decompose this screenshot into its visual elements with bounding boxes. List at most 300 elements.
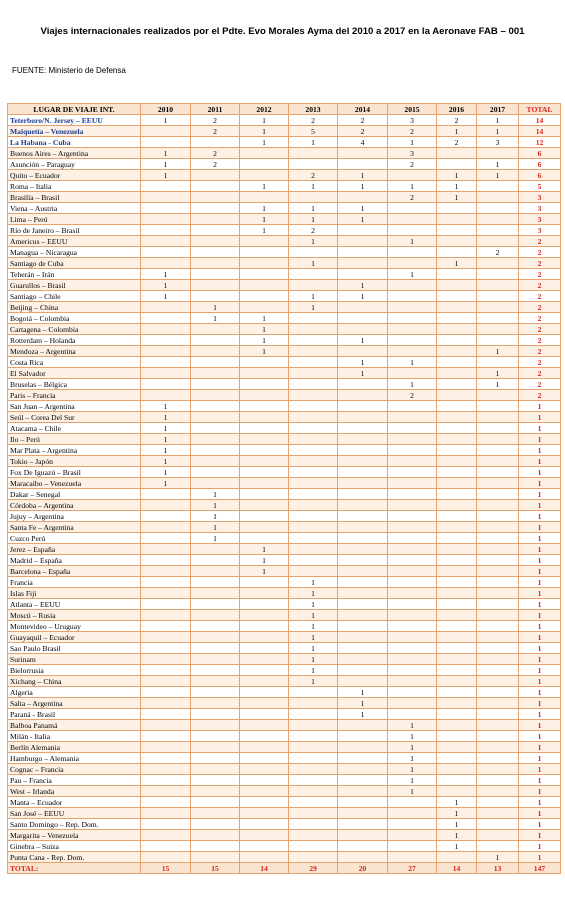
year-count-cell: 1	[141, 269, 191, 280]
year-count-cell	[141, 214, 191, 225]
totals-cell: 29	[289, 863, 338, 874]
year-count-cell	[477, 434, 519, 445]
year-count-cell	[191, 555, 240, 566]
year-count-cell: 2	[388, 126, 437, 137]
year-count-cell: 1	[289, 291, 338, 302]
row-total-cell: 1	[519, 456, 561, 467]
year-count-cell	[437, 390, 477, 401]
year-count-cell	[289, 148, 338, 159]
year-count-cell	[141, 753, 191, 764]
year-count-cell	[141, 346, 191, 357]
year-count-cell	[437, 489, 477, 500]
year-count-cell	[141, 654, 191, 665]
row-total-cell: 1	[519, 797, 561, 808]
year-count-cell	[240, 533, 289, 544]
year-count-cell	[338, 467, 388, 478]
year-count-cell	[141, 500, 191, 511]
destination-cell: Montevideo – Uruguay	[8, 621, 141, 632]
year-count-cell	[338, 731, 388, 742]
year-count-cell	[240, 775, 289, 786]
year-count-cell	[191, 841, 240, 852]
table-row	[8, 467, 561, 478]
totals-cell: 15	[141, 863, 191, 874]
year-count-cell	[388, 445, 437, 456]
row-total-cell: 1	[519, 588, 561, 599]
year-count-cell	[477, 280, 519, 291]
year-count-cell	[240, 643, 289, 654]
year-count-cell	[289, 687, 338, 698]
year-count-cell	[141, 599, 191, 610]
row-total-cell: 2	[519, 368, 561, 379]
year-count-cell	[437, 698, 477, 709]
year-count-cell	[477, 731, 519, 742]
year-count-cell: 2	[338, 126, 388, 137]
year-count-cell	[240, 522, 289, 533]
year-count-cell: 1	[338, 368, 388, 379]
table-row	[8, 390, 561, 401]
year-count-cell	[437, 643, 477, 654]
table-row	[8, 126, 561, 137]
year-count-cell	[191, 170, 240, 181]
row-total-cell: 1	[519, 434, 561, 445]
year-count-cell	[338, 830, 388, 841]
year-count-cell: 1	[388, 236, 437, 247]
row-total-cell: 1	[519, 533, 561, 544]
year-count-cell	[240, 687, 289, 698]
row-total-cell: 1	[519, 566, 561, 577]
table-row	[8, 445, 561, 456]
year-count-cell: 1	[240, 324, 289, 335]
year-count-cell	[477, 456, 519, 467]
row-total-cell: 1	[519, 478, 561, 489]
year-count-cell	[338, 148, 388, 159]
year-count-cell: 1	[141, 412, 191, 423]
year-count-cell: 1	[191, 302, 240, 313]
totals-cell: 147	[519, 863, 561, 874]
row-total-cell: 1	[519, 467, 561, 478]
table-row	[8, 632, 561, 643]
year-count-cell	[437, 775, 477, 786]
year-count-cell: 2	[191, 126, 240, 137]
year-count-cell: 2	[191, 148, 240, 159]
year-count-cell	[437, 709, 477, 720]
destination-cell: Surinam	[8, 654, 141, 665]
table-row	[8, 357, 561, 368]
year-count-cell	[289, 412, 338, 423]
year-count-cell: 2	[388, 390, 437, 401]
table-row	[8, 764, 561, 775]
year-count-cell	[338, 786, 388, 797]
column-header-year: 2010	[141, 104, 191, 115]
year-count-cell	[477, 192, 519, 203]
year-count-cell	[477, 269, 519, 280]
year-count-cell	[388, 423, 437, 434]
year-count-cell	[388, 522, 437, 533]
year-count-cell	[388, 841, 437, 852]
destination-cell: Quito – Ecuador	[8, 170, 141, 181]
destination-cell: Algeria	[8, 687, 141, 698]
year-count-cell: 1	[437, 170, 477, 181]
column-header-year: 2013	[289, 104, 338, 115]
year-count-cell: 1	[141, 423, 191, 434]
year-count-cell	[338, 643, 388, 654]
row-total-cell: 2	[519, 313, 561, 324]
year-count-cell	[338, 764, 388, 775]
row-total-cell: 1	[519, 445, 561, 456]
year-count-cell: 1	[141, 115, 191, 126]
year-count-cell	[240, 841, 289, 852]
year-count-cell: 1	[141, 434, 191, 445]
year-count-cell	[477, 841, 519, 852]
table-row	[8, 522, 561, 533]
year-count-cell: 1	[141, 280, 191, 291]
year-count-cell	[437, 731, 477, 742]
year-count-cell	[191, 291, 240, 302]
year-count-cell	[191, 687, 240, 698]
year-count-cell	[477, 676, 519, 687]
year-count-cell	[437, 357, 477, 368]
destination-cell: Sao Paulo Brasil	[8, 643, 141, 654]
year-count-cell	[477, 599, 519, 610]
year-count-cell	[388, 214, 437, 225]
year-count-cell	[289, 192, 338, 203]
row-total-cell: 3	[519, 214, 561, 225]
year-count-cell	[289, 357, 338, 368]
year-count-cell: 1	[240, 126, 289, 137]
year-count-cell	[338, 533, 388, 544]
year-count-cell	[477, 819, 519, 830]
year-count-cell: 1	[289, 621, 338, 632]
destination-cell: San Juan – Argentina	[8, 401, 141, 412]
year-count-cell	[388, 555, 437, 566]
year-count-cell	[437, 214, 477, 225]
year-count-cell	[289, 247, 338, 258]
year-count-cell	[191, 346, 240, 357]
year-count-cell	[289, 269, 338, 280]
year-count-cell	[191, 478, 240, 489]
table-row	[8, 159, 561, 170]
year-count-cell	[477, 786, 519, 797]
year-count-cell	[338, 632, 388, 643]
table-row	[8, 808, 561, 819]
row-total-cell: 1	[519, 775, 561, 786]
table-row	[8, 533, 561, 544]
year-count-cell	[477, 720, 519, 731]
year-count-cell	[388, 698, 437, 709]
row-total-cell: 1	[519, 852, 561, 863]
year-count-cell: 1	[141, 148, 191, 159]
year-count-cell	[388, 434, 437, 445]
year-count-cell	[437, 500, 477, 511]
year-count-cell	[191, 764, 240, 775]
table-row	[8, 302, 561, 313]
row-total-cell: 2	[519, 291, 561, 302]
year-count-cell	[477, 214, 519, 225]
destination-cell: Guayaquil – Ecuador	[8, 632, 141, 643]
destination-cell: Lima – Perú	[8, 214, 141, 225]
destination-cell: Teherán – Irán	[8, 269, 141, 280]
year-count-cell: 1	[141, 170, 191, 181]
table-row	[8, 489, 561, 500]
table-row	[8, 577, 561, 588]
year-count-cell	[338, 742, 388, 753]
year-count-cell: 1	[191, 489, 240, 500]
year-count-cell	[191, 654, 240, 665]
source-note: FUENTE: Ministerio de Defensa	[12, 66, 126, 75]
year-count-cell	[191, 181, 240, 192]
row-total-cell: 1	[519, 621, 561, 632]
year-count-cell	[141, 643, 191, 654]
year-count-cell: 3	[388, 115, 437, 126]
year-count-cell	[437, 269, 477, 280]
year-count-cell	[289, 698, 338, 709]
year-count-cell: 3	[388, 148, 437, 159]
year-count-cell	[338, 555, 388, 566]
year-count-cell	[191, 621, 240, 632]
year-count-cell	[388, 467, 437, 478]
table-row	[8, 115, 561, 126]
year-count-cell	[338, 852, 388, 863]
year-count-cell	[388, 225, 437, 236]
year-count-cell	[437, 753, 477, 764]
year-count-cell: 1	[338, 291, 388, 302]
table-row	[8, 258, 561, 269]
row-total-cell: 3	[519, 192, 561, 203]
year-count-cell	[289, 489, 338, 500]
year-count-cell	[141, 786, 191, 797]
year-count-cell	[191, 379, 240, 390]
year-count-cell	[437, 467, 477, 478]
year-count-cell	[191, 698, 240, 709]
year-count-cell	[437, 280, 477, 291]
year-count-cell: 1	[388, 720, 437, 731]
destination-cell: Berlín Alemania	[8, 742, 141, 753]
destination-cell: Barcelona – España	[8, 566, 141, 577]
year-count-cell: 1	[240, 346, 289, 357]
year-count-cell	[141, 841, 191, 852]
row-total-cell: 6	[519, 148, 561, 159]
year-count-cell	[240, 511, 289, 522]
year-count-cell	[240, 357, 289, 368]
year-count-cell: 1	[388, 137, 437, 148]
year-count-cell	[191, 599, 240, 610]
year-count-cell	[289, 544, 338, 555]
year-count-cell: 4	[338, 137, 388, 148]
column-header-year: 2016	[437, 104, 477, 115]
year-count-cell	[141, 236, 191, 247]
destination-cell: Dakar – Senegal	[8, 489, 141, 500]
year-count-cell: 1	[289, 258, 338, 269]
table-row	[8, 335, 561, 346]
year-count-cell	[477, 687, 519, 698]
year-count-cell	[437, 412, 477, 423]
year-count-cell	[191, 786, 240, 797]
year-count-cell	[338, 566, 388, 577]
table-row	[8, 698, 561, 709]
year-count-cell	[289, 753, 338, 764]
row-total-cell: 1	[519, 830, 561, 841]
year-count-cell	[289, 280, 338, 291]
year-count-cell	[437, 225, 477, 236]
year-count-cell	[388, 599, 437, 610]
year-count-cell	[141, 577, 191, 588]
year-count-cell	[240, 258, 289, 269]
year-count-cell	[388, 335, 437, 346]
year-count-cell	[141, 819, 191, 830]
destination-cell: Jerez – España	[8, 544, 141, 555]
destination-cell: Ilo – Perú	[8, 434, 141, 445]
year-count-cell	[477, 148, 519, 159]
year-count-cell	[191, 830, 240, 841]
year-count-cell	[477, 467, 519, 478]
column-header-year: 2012	[240, 104, 289, 115]
year-count-cell	[240, 665, 289, 676]
year-count-cell	[477, 775, 519, 786]
year-count-cell	[477, 764, 519, 775]
year-count-cell	[477, 830, 519, 841]
year-count-cell	[338, 654, 388, 665]
year-count-cell	[477, 654, 519, 665]
year-count-cell	[240, 621, 289, 632]
year-count-cell	[437, 610, 477, 621]
year-count-cell	[240, 500, 289, 511]
destination-cell: Francia	[8, 577, 141, 588]
year-count-cell: 1	[338, 335, 388, 346]
year-count-cell	[388, 676, 437, 687]
year-count-cell	[191, 412, 240, 423]
year-count-cell	[191, 390, 240, 401]
year-count-cell	[240, 247, 289, 258]
year-count-cell	[141, 533, 191, 544]
column-header-year: 2014	[338, 104, 388, 115]
year-count-cell	[388, 324, 437, 335]
year-count-cell	[437, 456, 477, 467]
totals-cell: 13	[477, 863, 519, 874]
year-count-cell: 1	[240, 335, 289, 346]
table-row	[8, 192, 561, 203]
year-count-cell	[437, 852, 477, 863]
document-title: Viajes internacionales realizados por el Pdte. Evo Morales Ayma del 2010 a 2017 en la Aeronave FAB – 001	[40, 26, 525, 37]
row-total-cell: 1	[519, 500, 561, 511]
column-header-year: 2017	[477, 104, 519, 115]
table-row	[8, 687, 561, 698]
year-count-cell	[437, 236, 477, 247]
row-total-cell: 2	[519, 269, 561, 280]
table-row	[8, 401, 561, 412]
year-count-cell	[141, 709, 191, 720]
year-count-cell: 1	[437, 181, 477, 192]
destination-cell: Moscú – Rusia	[8, 610, 141, 621]
year-count-cell	[289, 808, 338, 819]
year-count-cell	[141, 797, 191, 808]
year-count-cell	[141, 852, 191, 863]
year-count-cell	[388, 500, 437, 511]
table-row	[8, 511, 561, 522]
year-count-cell: 1	[338, 170, 388, 181]
year-count-cell: 1	[289, 137, 338, 148]
row-total-cell: 1	[519, 522, 561, 533]
row-total-cell: 1	[519, 687, 561, 698]
year-count-cell: 1	[289, 588, 338, 599]
year-count-cell	[141, 775, 191, 786]
year-count-cell	[191, 577, 240, 588]
table-row	[8, 566, 561, 577]
year-count-cell	[289, 478, 338, 489]
table-row	[8, 148, 561, 159]
column-header-total: TOTAL	[519, 104, 561, 115]
year-count-cell: 5	[289, 126, 338, 137]
year-count-cell: 1	[191, 533, 240, 544]
year-count-cell: 1	[477, 852, 519, 863]
row-total-cell: 1	[519, 632, 561, 643]
year-count-cell: 1	[338, 709, 388, 720]
destination-cell: Cuzco Perú	[8, 533, 141, 544]
table-row	[8, 610, 561, 621]
year-count-cell	[477, 401, 519, 412]
year-count-cell	[289, 566, 338, 577]
totals-cell: 15	[191, 863, 240, 874]
table-row	[8, 841, 561, 852]
year-count-cell	[141, 808, 191, 819]
year-count-cell	[477, 225, 519, 236]
row-total-cell: 1	[519, 412, 561, 423]
year-count-cell	[388, 247, 437, 258]
row-total-cell: 1	[519, 577, 561, 588]
year-count-cell	[191, 456, 240, 467]
year-count-cell	[477, 709, 519, 720]
year-count-cell	[477, 181, 519, 192]
year-count-cell	[388, 610, 437, 621]
destination-cell: Jujuy – Argentina	[8, 511, 141, 522]
year-count-cell	[289, 841, 338, 852]
destination-cell: El Salvador	[8, 368, 141, 379]
year-count-cell	[388, 566, 437, 577]
year-count-cell	[240, 764, 289, 775]
totals-cell: 20	[338, 863, 388, 874]
year-count-cell	[289, 775, 338, 786]
table-header-row	[8, 104, 561, 115]
year-count-cell	[437, 203, 477, 214]
year-count-cell	[437, 577, 477, 588]
year-count-cell	[437, 291, 477, 302]
destination-cell: Balboa Panamá	[8, 720, 141, 731]
destination-cell: Salta – Argentina	[8, 698, 141, 709]
year-count-cell	[141, 522, 191, 533]
year-count-cell	[141, 610, 191, 621]
year-count-cell: 1	[289, 302, 338, 313]
year-count-cell	[437, 423, 477, 434]
year-count-cell	[141, 302, 191, 313]
year-count-cell: 1	[388, 742, 437, 753]
year-count-cell	[240, 808, 289, 819]
year-count-cell	[141, 390, 191, 401]
destination-cell: Atacama – Chile	[8, 423, 141, 434]
year-count-cell	[338, 489, 388, 500]
year-count-cell	[338, 423, 388, 434]
year-count-cell	[141, 687, 191, 698]
destination-cell: Paris – Francia	[8, 390, 141, 401]
table-row	[8, 236, 561, 247]
year-count-cell	[289, 797, 338, 808]
year-count-cell: 1	[437, 797, 477, 808]
column-header-year: 2011	[191, 104, 240, 115]
destination-cell: Managua – Nicaragua	[8, 247, 141, 258]
year-count-cell: 1	[338, 698, 388, 709]
year-count-cell: 1	[338, 203, 388, 214]
year-count-cell	[437, 687, 477, 698]
table-row	[8, 181, 561, 192]
destination-cell: Tokio – Japón	[8, 456, 141, 467]
